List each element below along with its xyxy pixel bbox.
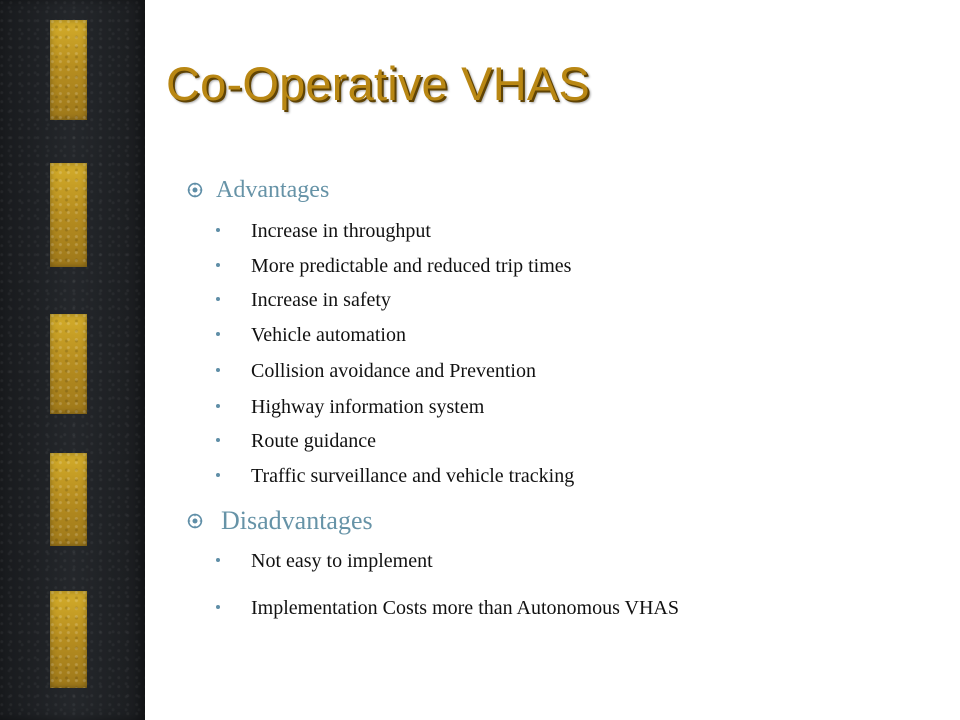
- dot-bullet-icon: [216, 605, 220, 609]
- lane-marking: [50, 314, 87, 414]
- slide-title: Co-Operative VHAS: [166, 57, 590, 110]
- target-bullet-icon: [187, 513, 203, 529]
- road-decoration-strip: [0, 0, 145, 720]
- list-item: [216, 361, 536, 381]
- dot-bullet-icon: [216, 332, 220, 336]
- dot-bullet-icon: [216, 263, 220, 267]
- disadvantages-label: Disadvantages: [221, 506, 373, 535]
- list-item: [216, 256, 571, 276]
- list-item-text: Traffic surveillance and vehicle tracking: [251, 465, 575, 487]
- list-item: [216, 466, 574, 486]
- advantages-label: Advantages: [216, 177, 330, 203]
- dot-bullet-icon: [216, 228, 220, 232]
- lane-marking: [50, 591, 87, 688]
- dot-bullet-icon: [216, 404, 220, 408]
- list-item-text: Highway information system: [251, 396, 485, 418]
- list-item: [216, 598, 679, 618]
- dot-bullet-icon: [216, 558, 220, 562]
- dot-bullet-icon: [216, 438, 220, 442]
- list-item-text: Implementation Costs more than Autonomous VHAS: [251, 597, 679, 619]
- list-item: [216, 431, 376, 451]
- dot-bullet-icon: [216, 368, 220, 372]
- target-bullet-icon: [187, 182, 203, 198]
- list-item: [216, 551, 433, 571]
- list-item: [216, 290, 391, 310]
- list-item: [216, 397, 484, 417]
- list-item: [216, 325, 406, 345]
- disadvantages-section-heading: [187, 508, 373, 534]
- lane-marking: [50, 163, 87, 267]
- dot-bullet-icon: [216, 297, 220, 301]
- list-item-text: Collision avoidance and Prevention: [251, 360, 536, 382]
- list-item-text: Not easy to implement: [251, 550, 433, 572]
- list-item-text: Increase in safety: [251, 289, 391, 311]
- list-item-text: More predictable and reduced trip times: [251, 255, 572, 277]
- advantages-section-heading: [187, 178, 329, 202]
- list-item-text: Vehicle automation: [251, 324, 406, 346]
- list-item: [216, 221, 431, 241]
- lane-marking: [50, 20, 87, 120]
- list-item-text: Route guidance: [251, 430, 376, 452]
- lane-marking: [50, 453, 87, 546]
- dot-bullet-icon: [216, 473, 220, 477]
- list-item-text: Increase in throughput: [251, 220, 431, 242]
